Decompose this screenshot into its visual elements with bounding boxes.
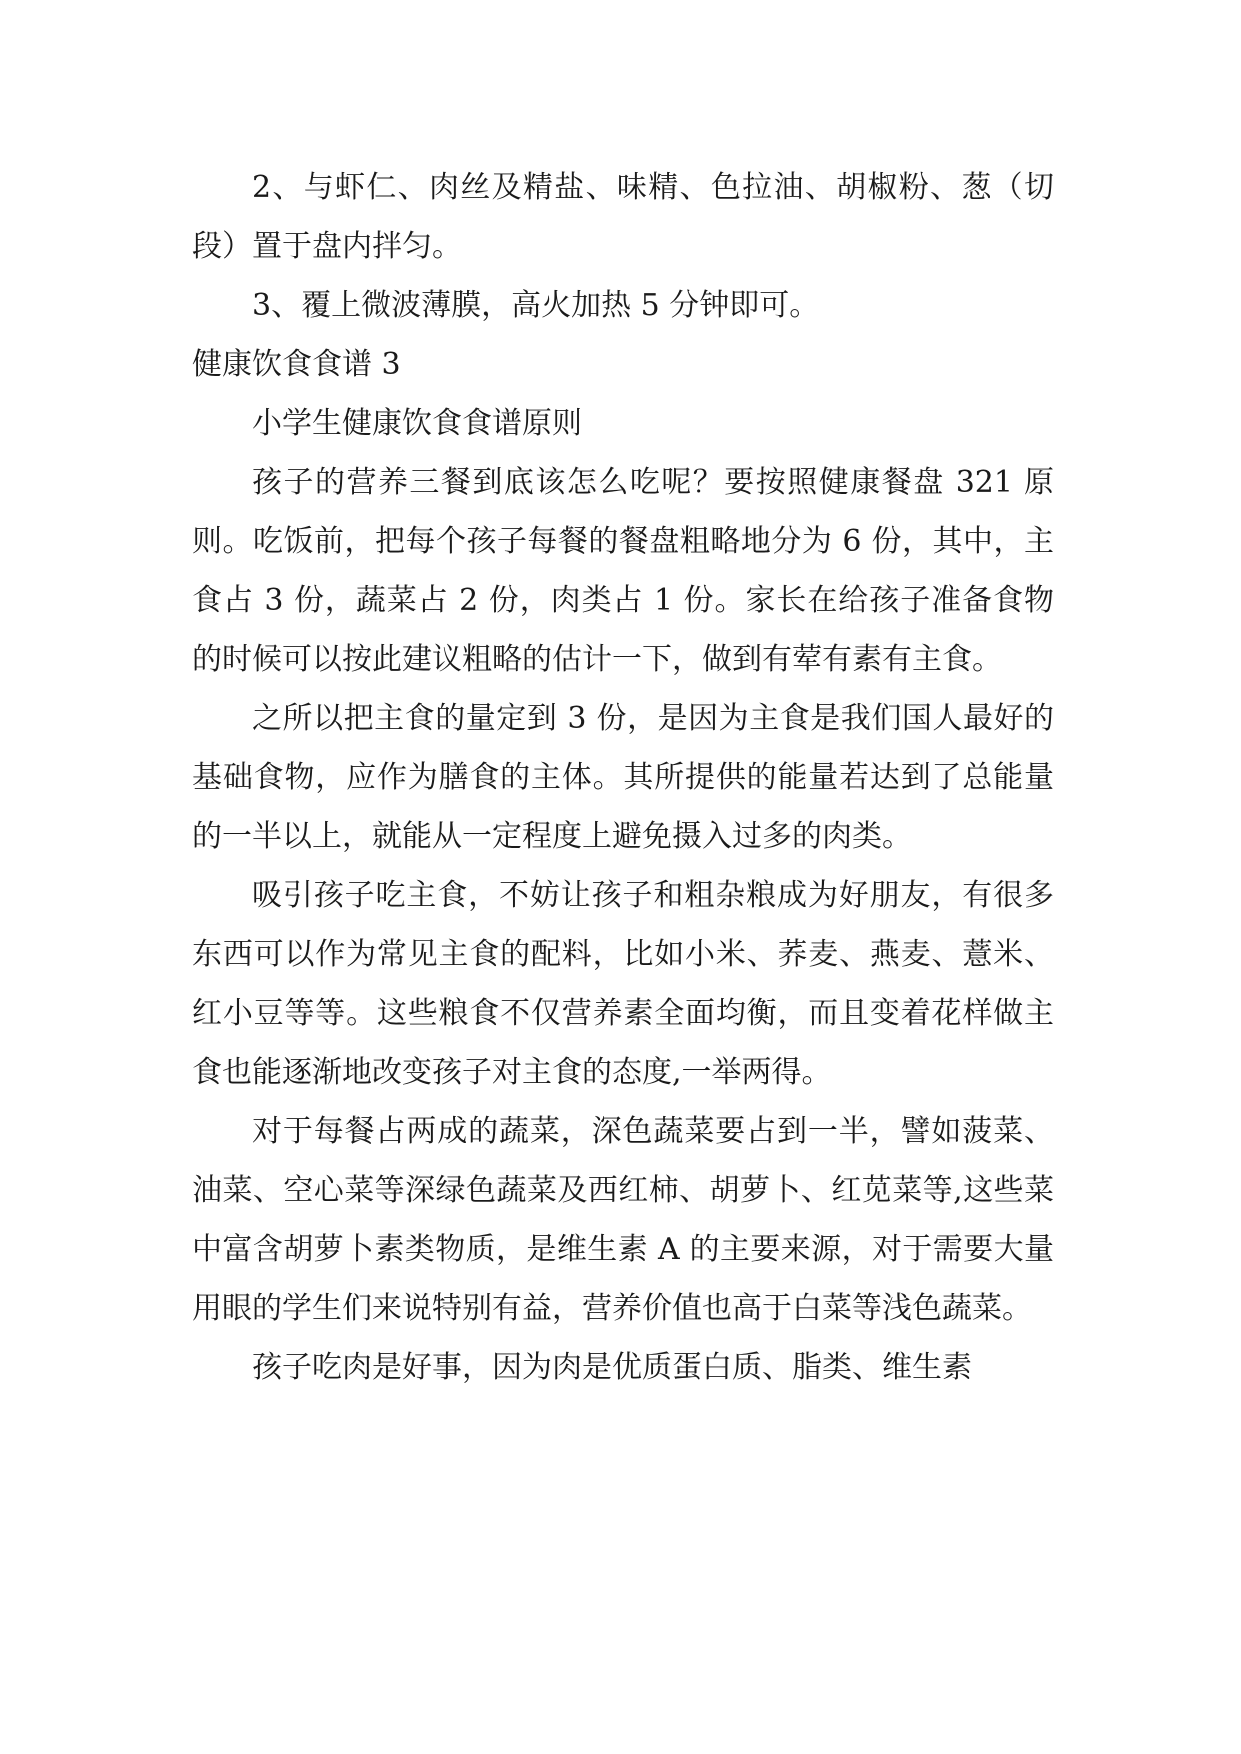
- body-paragraph: 孩子的营养三餐到底该怎么吃呢？要按照健康餐盘 321 原则。吃饭前，把每个孩子每餐的餐盘粗略地分为 6 份，其中，主食占 3 份，蔬菜占 2 份，肉类占 1 份。家长在给孩子准备食物的时候可以按此建议粗略的估计一下，做到有荤有素有主食。: [192, 465, 1054, 677]
- recipe-step-2: 2、与虾仁、肉丝及精盐、味精、色拉油、胡椒粉、葱（切段）置于盘内拌匀。: [192, 170, 1054, 264]
- section-title: 健康饮食食谱 3: [192, 347, 401, 382]
- section-subtitle: 小学生健康饮食食谱原则: [252, 406, 582, 441]
- document-body: [192, 158, 1054, 1397]
- body-paragraph: 吸引孩子吃主食，不妨让孩子和粗杂粮成为好朋友，有很多东西可以作为常见主食的配料，比如小米、荞麦、燕麦、薏米、红小豆等等。这些粮食不仅营养素全面均衡，而且变着花样做主食也能逐渐地改变孩子对主食的态度,一举两得。: [192, 878, 1054, 1090]
- recipe-step-3: 3、覆上微波薄膜，高火加热 5 分钟即可。: [252, 288, 820, 323]
- body-paragraph: 对于每餐占两成的蔬菜，深色蔬菜要占到一半，譬如菠菜、油菜、空心菜等深绿色蔬菜及西红柿、胡萝卜、红苋菜等,这些菜中富含胡萝卜素类物质，是维生素 A 的主要来源，对于需要大量用眼的学生们来说特别有益，营养价值也高于白菜等浅色蔬菜。: [192, 1114, 1054, 1326]
- body-paragraph: 孩子吃肉是好事，因为肉是优质蛋白质、脂类、维生素: [252, 1350, 972, 1385]
- body-paragraph: 之所以把主食的量定到 3 份，是因为主食是我们国人最好的基础食物，应作为膳食的主体。其所提供的能量若达到了总能量的一半以上，就能从一定程度上避免摄入过多的肉类。: [192, 701, 1054, 854]
